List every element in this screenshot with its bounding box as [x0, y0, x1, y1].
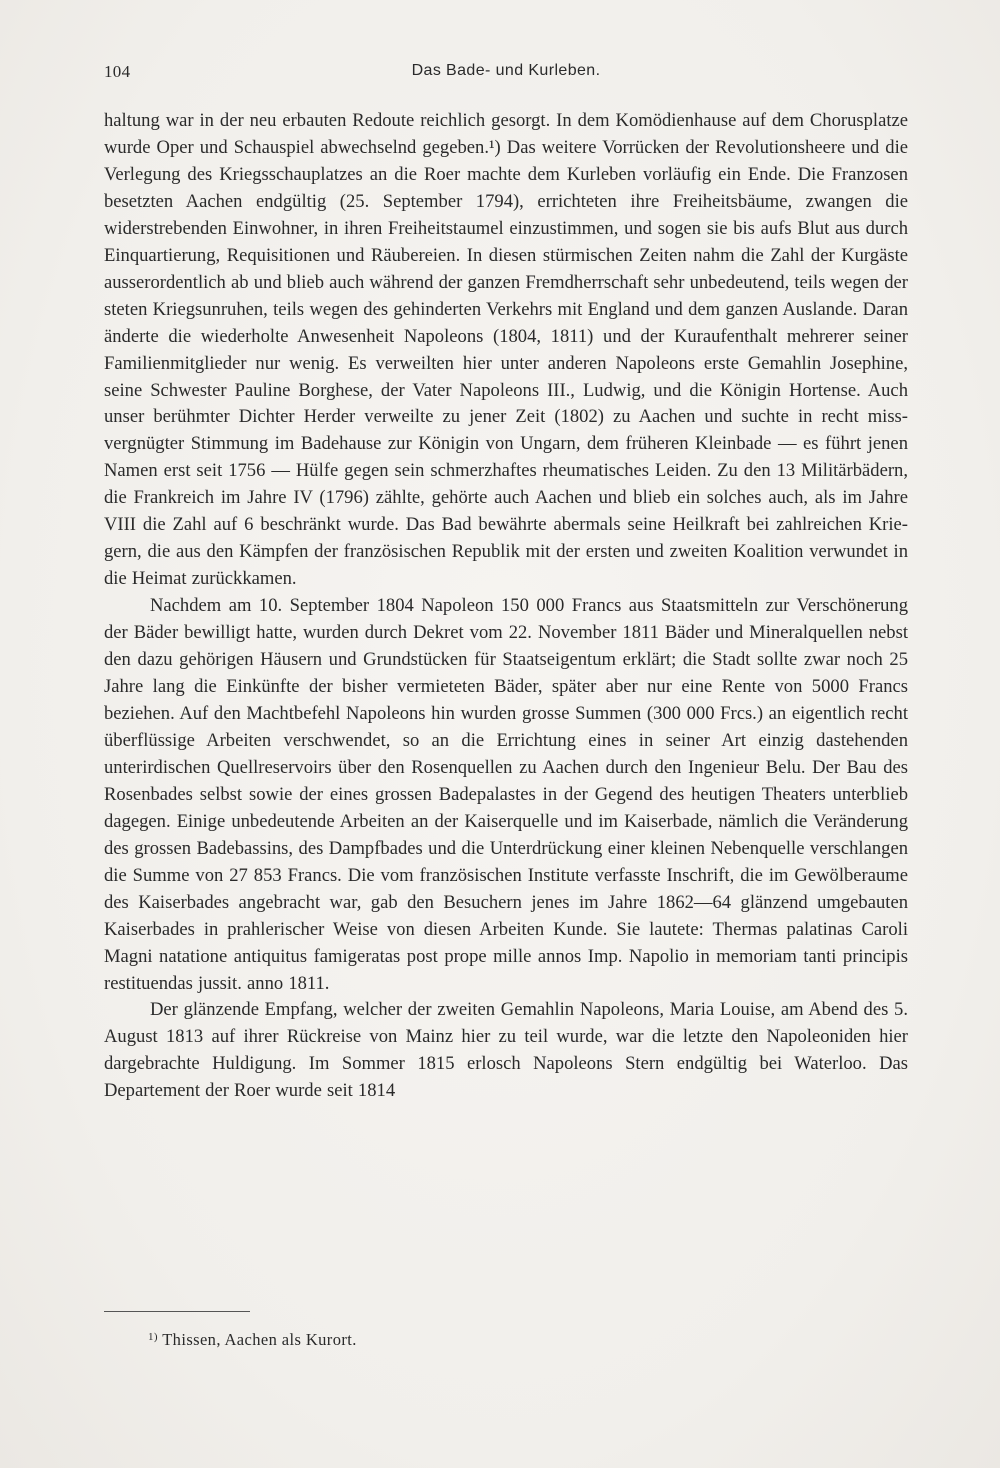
paragraph: Der glänzende Empfang, welcher der zweiten Gemahlin Napoleons, Maria Louise, am Abend des 5. August 1813 auf ihrer Rückreise von Mainz hier zu teil wurde, war die letzte den Napoleoniden hier dargebrachte Huldigung. Im Sommer 1815 erlosch Napoleons Stern endgültig bei Waterloo. Das Departement der Roer wurde seit 1814	[104, 999, 908, 1102]
footnote-text: Thissen, Aachen als Kurort.	[162, 1330, 357, 1349]
footnote-marker: 1)	[148, 1331, 158, 1343]
paragraph: Nachdem am 10. September 1804 Napoleon 150 000 Francs aus Staatsmitteln zur Verschönerung der Bäder bewilligt hatte, wurden durch Dekret vom 22. November 1811 Bäder und Mineralquellen nebst den dazu gehörigen Häusern und Grundstücken für Staatseigentum erklärt; die Stadt sollte zwar noch 25 Jahre lang die Einkünfte der bisher vermieteten Bäder, später aber nur eine Rente von 5000 Francs beziehen. Auf den Machtbefehl Napoleons hin wurden grosse Summen (300 000 Frcs.) an eigentlich recht überflüssige Arbeiten verschwendet, so an die Errichtung eines in seiner Art einzig dastehenden unterirdischen Quellreservoirs über den Rosenquellen zu Aachen durch den Ingenieur Belu. Der Bau des Rosenbades selbst sowie der eines grossen Badepalastes in der Gegend des heutigen Theaters unterblieb dagegen. Einige unbedeutende Arbeiten an der Kaiserquelle und im Kaiserbade, nämlich die Veränderung des grossen Badebassins, des Dampfbades und die Unterdrückung einer kleinen Nebenquelle verschlangen die Summe von 27 853 Francs. Die vom französischen Institute verfasste Inschrift, die im Gewölberaume des Kaiserbades angebracht war, gab den Besuchern jenes im Jahre 1862—64 glänzend umgebauten Kaiserbades in prahlerischer Weise von diesen Arbeiten Kunde. Sie lautete: Thermas palatinas Caroli Magni natatione antiquitus famigeratas post prope mille annos Imp. Napolio in memoriam tanti principis restituendas jussit. anno 1811.	[104, 595, 908, 994]
page-header	[104, 62, 908, 86]
footnote	[148, 1330, 357, 1350]
running-title: Das Bade- und Kurleben.	[411, 62, 601, 79]
paragraph: haltung war in der neu erbauten Redoute reichlich gesorgt. In dem Komödienhause auf dem Chorusplatze wurde Oper und Schauspiel abwechselnd gegeben.¹) Das weitere Vorrücken der Revolutionsheere und die Verlegung des Kriegsschauplatzes an die Roer machte dem Kurleben vorläufig ein Ende. Die Franzosen besetzten Aachen endgültig (25. September 1794), errichteten ihre Freiheitsbäume, zwangen die widerstrebenden Einwohner, in ihren Freiheitstaumel einzustimmen, und sogen sie bis aufs Blut aus durch Einquartierung, Requisitionen und Räubereien. In diesen stürmischen Zeiten nahm die Zahl der Kurgäste ausserordentlich ab und blieb auch während der ganzen Fremdherrschaft sehr unbedeutend, teils wegen der steten Kriegsunruhen, teils wegen des gehinderten Verkehrs mit England und dem ganzen Auslande. Daran änderte die wiederholte Anwesenheit Napoleons (1804, 1811) und der Kuraufenthalt mehrerer seiner Familienmitglieder nur wenig. Es verweilten hier unter anderen Napoleons erste Gemahlin Josephine, seine Schwester Pauline Borghese, der Vater Napoleons III., Ludwig, und die Königin Hortense. Auch unser berühmter Dichter Herder verweilte zu jener Zeit (1802) zu Aachen und suchte in recht missvergnügter Stimmung im Badehause zur Königin von Ungarn, dem früheren Kleinbade — es führt jenen Namen erst seit 1756 — Hülfe gegen sein schmerzhaftes rheumatisches Leiden. Zu den 13 Militärbädern, die Frankreich im Jahre IV (1796) zählte, gehörte auch Aachen und blieb ein solches auch, als im Jahre VIII die Zahl auf 6 beschränkt wurde. Das Bad bewährte abermals seine Heilkraft bei zahlreichen Kriegern, die aus den Kämpfen der französischen Republik mit der ersten und zweiten Koalition verwundet in die Heimat zurückkamen.	[104, 110, 908, 590]
page-number: 104	[104, 62, 131, 81]
footnote-divider	[104, 1311, 250, 1312]
body-text	[104, 108, 908, 1105]
